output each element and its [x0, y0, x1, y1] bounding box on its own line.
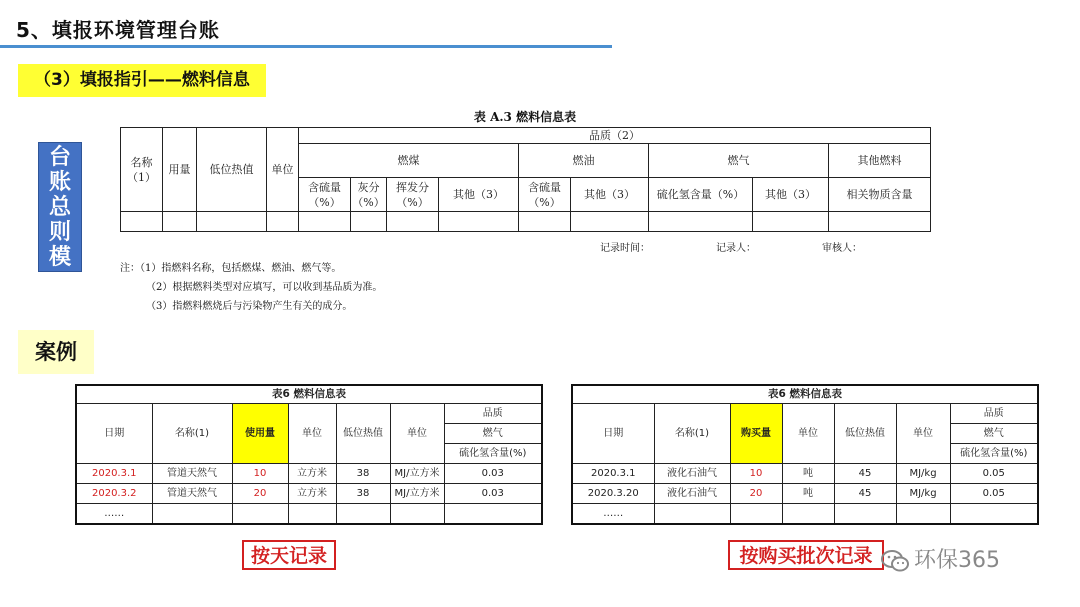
- title-divider: [0, 45, 612, 48]
- watermark-text: 环保365: [914, 548, 1000, 573]
- vertical-tag-char: 则: [48, 220, 71, 245]
- page-title: 5、填报环境管理台账: [16, 18, 220, 42]
- quality-header: 品质（2）: [299, 128, 931, 144]
- unit-cell: 立方米: [288, 464, 336, 484]
- table-row: [76, 464, 542, 484]
- vertical-tag-char: 台: [48, 145, 71, 170]
- table-row: [572, 504, 1038, 525]
- h2s-header: 硫化氢含量(%): [950, 444, 1038, 464]
- date-header: 日期: [572, 404, 654, 464]
- qty-cell: 10: [730, 464, 782, 484]
- heat-cell: 38: [336, 484, 390, 504]
- col-heat-header: 低位热值: [197, 128, 267, 212]
- note-line: 注：（1）指燃料名称，包括燃煤、燃油、燃气等。: [120, 263, 342, 274]
- sub-gas-other-header: 其他（3）: [753, 178, 829, 212]
- table-row: [572, 464, 1038, 484]
- note-line: （3）指燃料燃烧后与污染物产生有关的成分。: [146, 301, 353, 312]
- heat-header: 低位热值: [834, 404, 896, 464]
- case-caption: 表6 燃料信息表: [572, 385, 1038, 404]
- qty-cell: 20: [730, 484, 782, 504]
- unit-cell: 吨: [782, 484, 834, 504]
- name-cell: 管道天然气: [152, 464, 232, 484]
- wechat-icon: [880, 548, 910, 574]
- h2s-cell: 0.03: [444, 484, 542, 504]
- vertical-template-tag: [38, 142, 82, 272]
- usage-header: 使用量: [232, 404, 288, 464]
- col-unit-header: 单位: [267, 128, 299, 212]
- case-label: 案例: [18, 330, 94, 374]
- h2s-cell: 0.05: [950, 464, 1038, 484]
- heat-header: 低位热值: [336, 404, 390, 464]
- note-line: （2）根据燃料类型对应填写，可以收到基品质为准。: [146, 282, 383, 293]
- watermark: [880, 543, 1000, 574]
- h2s-cell: 0.03: [444, 464, 542, 484]
- gas-header: 燃气: [950, 424, 1038, 444]
- daily-record-stamp: 按天记录: [242, 540, 336, 570]
- date-cell: 2020.3.1: [76, 464, 152, 484]
- sub-h2s-header: 硫化氢含量（%）: [649, 178, 753, 212]
- col-usage-header: 用量: [163, 128, 197, 212]
- sub-oil-other-header: 其他（3）: [571, 178, 649, 212]
- heat-cell: 45: [834, 484, 896, 504]
- unit2-cell: MJ/立方米: [390, 464, 444, 484]
- date-cell: 2020.3.20: [572, 484, 654, 504]
- sub-volatile-header: 挥发分（%）: [387, 178, 439, 212]
- unit2-header: 单位: [390, 404, 444, 464]
- case-caption: 表6 燃料信息表: [76, 385, 542, 404]
- case-table-daily: [75, 384, 543, 525]
- notes: [120, 259, 382, 316]
- unit-cell: 立方米: [288, 484, 336, 504]
- unit2-header: 单位: [896, 404, 950, 464]
- heat-cell: 38: [336, 464, 390, 484]
- template-empty-row: [121, 212, 931, 232]
- oil-header: 燃油: [519, 144, 649, 178]
- gas-header: 燃气: [444, 424, 542, 444]
- table-row: [76, 504, 542, 525]
- sub-ash-header: 灰分（%）: [351, 178, 387, 212]
- date-cell: 2020.3.1: [572, 464, 654, 484]
- col-name-header: 名称（1）: [121, 128, 163, 212]
- sub-oil-sulfur-header: 含硫量（%）: [519, 178, 571, 212]
- template-caption: 表 A.3 燃料信息表: [473, 110, 577, 124]
- date-cell: 2020.3.2: [76, 484, 152, 504]
- name-cell: 管道天然气: [152, 484, 232, 504]
- unit-cell: 吨: [782, 464, 834, 484]
- sub-other-header: 其他（3）: [439, 178, 519, 212]
- name-cell: 液化石油气: [654, 484, 730, 504]
- other-fuel-header: 其他燃料: [829, 144, 931, 178]
- vertical-tag-char: 总: [48, 195, 71, 220]
- name-cell: 液化石油气: [654, 464, 730, 484]
- template-table: [120, 127, 931, 232]
- batch-record-stamp: 按购买批次记录: [728, 540, 884, 570]
- unit2-cell: MJ/kg: [896, 464, 950, 484]
- case-table-batch: [571, 384, 1039, 525]
- ellipsis-cell: ……: [572, 504, 654, 525]
- vertical-tag-char: 账: [48, 170, 71, 195]
- section-tag: （3）填报指引——燃料信息: [18, 64, 266, 97]
- sub-sulfur-header: 含硫量（%）: [299, 178, 351, 212]
- vertical-tag-char: 模: [48, 245, 71, 270]
- quality-header: 品质: [444, 404, 542, 424]
- gas-header: 燃气: [649, 144, 829, 178]
- quality-header: 品质: [950, 404, 1038, 424]
- date-header: 日期: [76, 404, 152, 464]
- record-time-label: 记录时间：: [600, 243, 650, 254]
- recorder-label: 记录人：: [716, 243, 756, 254]
- unit2-cell: MJ/kg: [896, 484, 950, 504]
- h2s-header: 硫化氢含量(%): [444, 444, 542, 464]
- table-row: [572, 484, 1038, 504]
- ellipsis-cell: ……: [76, 504, 152, 525]
- purchase-header: 购买量: [730, 404, 782, 464]
- h2s-cell: 0.05: [950, 484, 1038, 504]
- name-header: 名称(1): [152, 404, 232, 464]
- heat-cell: 45: [834, 464, 896, 484]
- reviewer-label: 审核人：: [822, 243, 862, 254]
- coal-header: 燃煤: [299, 144, 519, 178]
- table-row: [76, 484, 542, 504]
- sub-related-header: 相关物质含量: [829, 178, 931, 212]
- unit-header: 单位: [782, 404, 834, 464]
- qty-cell: 20: [232, 484, 288, 504]
- name-header: 名称(1): [654, 404, 730, 464]
- unit2-cell: MJ/立方米: [390, 484, 444, 504]
- unit-header: 单位: [288, 404, 336, 464]
- qty-cell: 10: [232, 464, 288, 484]
